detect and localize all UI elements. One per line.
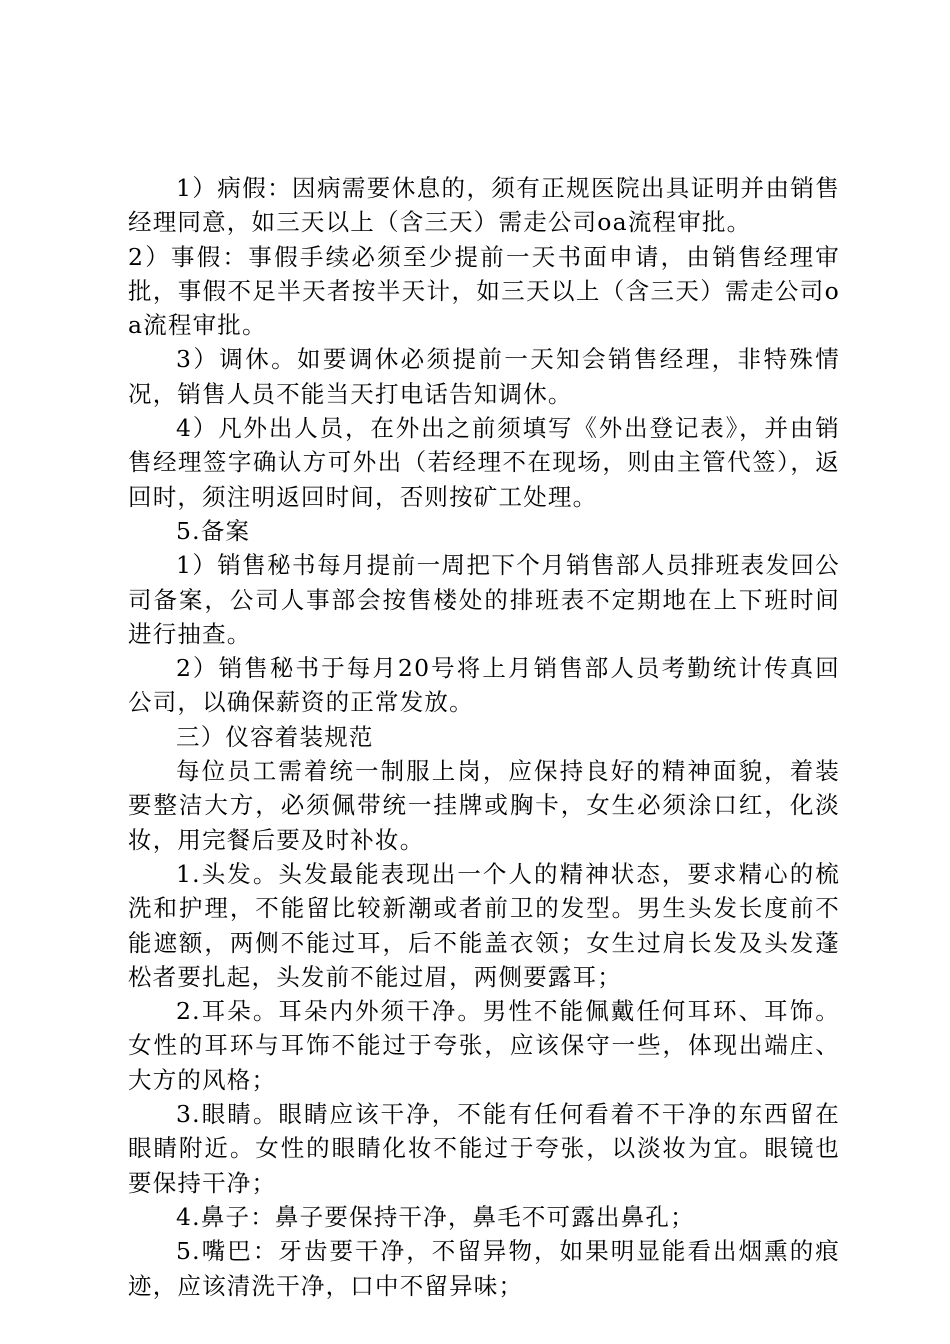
- section-heading-filing: 5.备案: [176, 516, 251, 545]
- document-body: [128, 171, 840, 1303]
- paragraph-uniform: 每位员工需着统一制服上岗，应保持良好的精神面貌，着装要整洁大方，必须佩带统一挂牌或胸卡，女生必须涂口红，化淡妆，用完餐后要及时补妆。: [128, 757, 840, 854]
- paragraph-outing-registration: 4）凡外出人员，在外出之前须填写《外出登记表》，并由销售经理签字确认方可外出（若经理不在现场，则由主管代签），返回时，须注明返回时间，否则按矿工处理。: [128, 414, 840, 511]
- paragraph-hair: 1.头发。头发最能表现出一个人的精神状态，要求精心的梳洗和护理，不能留比较新潮或者前卫的发型。男生头发长度前不能遮额，两侧不能过耳，后不能盖衣领；女生过肩长发及头发蓬松者要扎起，头发前不能过眉，两侧要露耳；: [128, 859, 840, 991]
- paragraph-schedule-filing: 1）销售秘书每月提前一周把下个月销售部人员排班表发回公司备案，公司人事部会按售楼处的排班表不定期地在上下班时间进行抽查。: [128, 551, 840, 648]
- paragraph-nose: 4.鼻子：鼻子要保持干净，鼻毛不可露出鼻孔；: [176, 1202, 695, 1231]
- section-heading-appearance: 三）仪容着装规范: [176, 722, 374, 751]
- paragraph-compensatory-leave: 3）调休。如要调休必须提前一天知会销售经理，非特殊情况，销售人员不能当天打电话告知调休。: [128, 345, 840, 408]
- paragraph-eyes: 3.眼睛。眼睛应该干净，不能有任何看着不干净的东西留在眼睛附近。女性的眼睛化妆不能过于夸张，以淡妆为宜。眼镜也要保持干净；: [128, 1100, 840, 1197]
- paragraph-mouth: 5.嘴巴：牙齿要干净，不留异物，如果明显能看出烟熏的痕迹，应该清洗干净，口中不留异味；: [128, 1237, 840, 1300]
- paragraph-attendance-fax: 2）销售秘书于每月20号将上月销售部人员考勤统计传真回公司，以确保薪资的正常发放。: [128, 654, 840, 717]
- paragraph-sick-leave: 1）病假：因病需要休息的，须有正规医院出具证明并由销售经理同意，如三天以上（含三天）需走公司oa流程审批。: [128, 174, 840, 237]
- paragraph-personal-leave: 2）事假：事假手续必须至少提前一天书面申请，由销售经理审批，事假不足半天者按半天计，如三天以上（含三天）需走公司oa流程审批。: [128, 242, 840, 340]
- paragraph-ears: 2.耳朵。耳朵内外须干净。男性不能佩戴任何耳环、耳饰。女性的耳环与耳饰不能过于夸张，应该保守一些，体现出端庄、大方的风格；: [128, 997, 840, 1094]
